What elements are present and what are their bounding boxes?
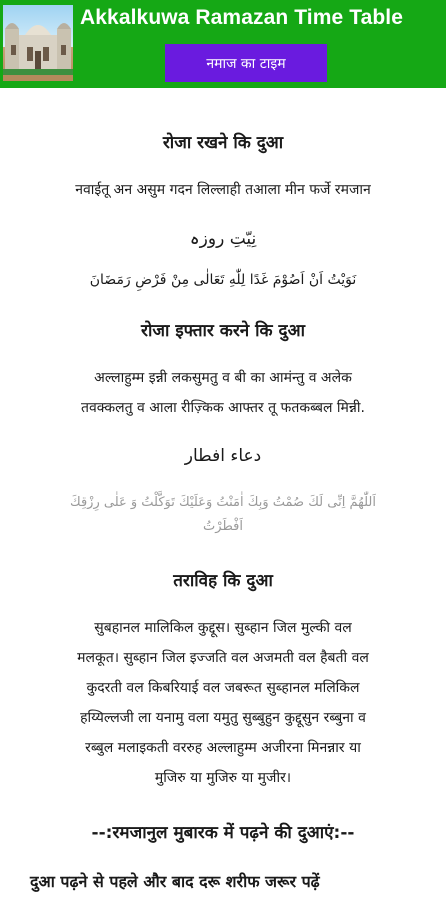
iftar-arabic-text-line1: اَللّٰهُمَّ اِنِّی لَكَ صُمْتُ وَبِكَ اٰمَنْتُ وَعَلَيْكَ تَوَكَّلْتُ وَ عَلٰى رِزْقِكَ	[70, 495, 376, 510]
roza-rakhne-text: नवाईतू अन असुम गदन लिल्लाही तआला मीन फर्जे रमजान	[75, 182, 371, 198]
taravih-line: हय्यिल्लजी ला यनामु वला यमुतु सुब्बुहुन कुद्दूसुन रब्बुना व	[80, 710, 366, 726]
mosque-logo-icon	[3, 5, 73, 81]
dua-content	[0, 88, 446, 900]
taravih-line: सुबहानल मालिकिल कुद्दूस। सुब्हान जिल मुल्की वल	[94, 620, 352, 636]
roza-niyat-arabic-text: نَوَيْتُ اَنْ اَصُوْمَ غَدًا لِلّٰهِ تَعَالٰى مِنْ فَرْضِ رَمَضَانَ	[89, 272, 357, 288]
iftar-arabic-heading: دعاء افطار	[184, 446, 262, 466]
app-header	[0, 0, 446, 88]
taravih-line: कुदरती वल किबरियाई वल जबरूत सुब्हानल मलिकिल	[86, 680, 360, 696]
roza-iftar-heading: रोजा इफ्तार करने कि दुआ	[141, 321, 305, 341]
roza-niyat-arabic-heading: نِیّتِ روزہ	[189, 229, 257, 249]
iftar-arabic-text-line2: اَفْطَرْتُ	[203, 519, 243, 534]
roza-rakhne-heading: रोजा रखने कि दुआ	[162, 133, 284, 153]
taravih-line: मुजिरु या मुजिरु या मुजीर।	[154, 770, 292, 786]
taravih-line: मलकूत। सुब्हान जिल इज्जति वल अजमती वल हैबती वल	[77, 650, 369, 666]
namaz-time-button[interactable]: नमाज का टाइम	[165, 44, 327, 82]
ramzan-mubarak-heading: --:रमजानुल मुबारक में पढ़ने की दुआएं:--	[91, 823, 355, 843]
app-title: Akkalkuwa Ramazan Time Table	[80, 6, 403, 29]
taravih-line: रब्बुल मलाइकती वररुह अल्लाहुम्म अजीरना मिनन्नार या	[85, 740, 361, 756]
darood-sharif-note: दुआ पढ़ने से पहले और बाद दरू शरीफ जरूर पढ़ें	[30, 872, 320, 891]
roza-iftar-text-line1: अल्लाहुम्म इन्नी लकसुमतु व बी का आमंन्तु व अलेक	[94, 370, 352, 386]
roza-iftar-text-line2: तवक्कलतु व आला रीज़्किक आफ्तर तू फतकब्बल मिन्नी.	[80, 400, 365, 416]
taravih-heading: तराविह कि दुआ	[173, 571, 273, 591]
